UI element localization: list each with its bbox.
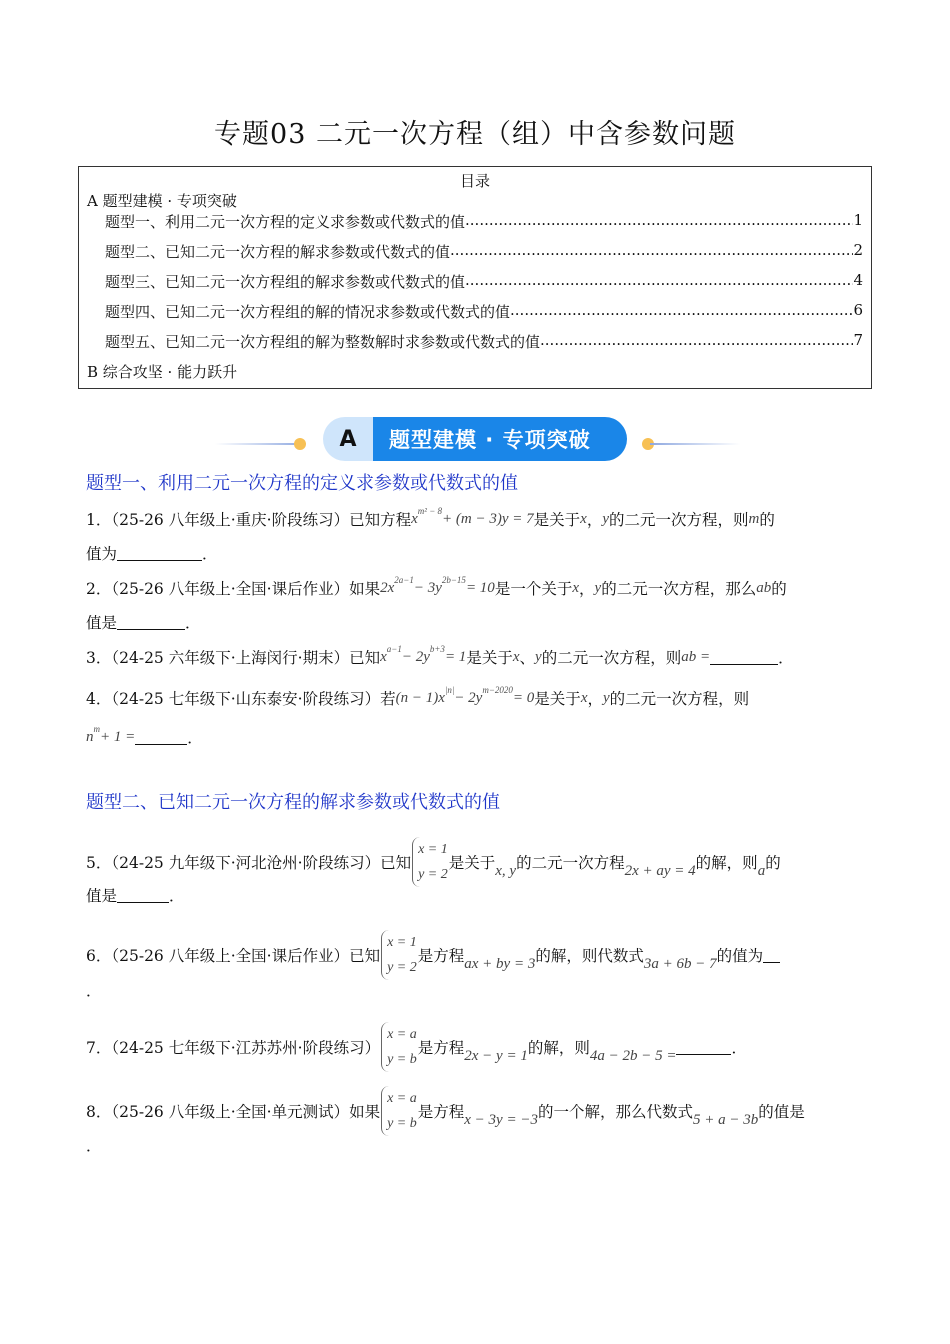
math: y (594, 579, 602, 596)
math: x (512, 648, 520, 665)
system-row: y = b (387, 1052, 417, 1067)
toc-leader (465, 211, 853, 232)
answer-blank (117, 888, 169, 903)
math: − 3y (413, 579, 442, 596)
system-row: x = a (387, 1027, 417, 1042)
question-line (86, 1134, 102, 1156)
text: 值为 (86, 545, 118, 563)
text: 是一个关于 (494, 580, 573, 598)
text: ． (86, 982, 102, 1000)
text: 的二元一次方程，那么 (601, 580, 757, 598)
question-line (86, 726, 203, 748)
banner-line-left (215, 443, 305, 445)
text: 的解，则 (695, 854, 758, 872)
text: 是方程 (417, 1103, 465, 1121)
toc-item[interactable] (105, 241, 863, 262)
answer-blank (117, 546, 202, 561)
banner-text: 题型建模 · 专项突破 (373, 417, 627, 461)
question-line (86, 646, 794, 668)
question-line (86, 508, 775, 530)
text: 的解，则 (527, 1039, 590, 1057)
toc-leader (510, 301, 853, 322)
text: 3．（24-25 六年级下·上海闵行·期末）已知 (86, 649, 381, 667)
question-line (86, 577, 787, 599)
text: 是关于 (466, 649, 513, 667)
text: 1．（25-26 八年级上·重庆·阶段练习）已知方程 (86, 511, 412, 529)
question-line (86, 687, 749, 709)
math: ab (756, 579, 772, 596)
section-banner (210, 416, 740, 462)
math: n (86, 728, 94, 745)
toc-item[interactable] (105, 331, 863, 352)
math-inline: x − 3y = −3 (464, 1111, 538, 1128)
answer-blank (135, 730, 187, 745)
equation-system (381, 930, 417, 980)
math-inline: x, y (495, 862, 517, 879)
toc-leader (465, 271, 853, 292)
toc-item-page: 4 (853, 271, 863, 289)
system-row: x = a (387, 1091, 417, 1106)
math: = 0 (512, 689, 535, 706)
text: ． (185, 614, 201, 632)
math: x (380, 648, 387, 665)
math: ab = (681, 648, 711, 665)
text: 6．（25-26 八年级上·全国·课后作业）已知 (86, 947, 381, 965)
equation-system (381, 1086, 417, 1136)
text: 是关于 (448, 854, 496, 872)
text: 是方程 (417, 947, 465, 965)
math-superscript: m (93, 724, 100, 734)
math-inline: 4a − 2b − 5 = (589, 1047, 677, 1064)
toc-item-label: 题型四、已知二元一次方程组的解的情况求参数或代数式的值 (105, 303, 511, 321)
text: 是方程 (417, 1039, 465, 1057)
text: 的二元一次方程 (516, 854, 625, 872)
text: 4．（24-25 七年级下·山东泰安·阶段练习）若 (86, 690, 396, 708)
text: 的二元一次方程，则 (609, 511, 749, 529)
question-line (86, 1086, 805, 1136)
toc-item[interactable] (105, 271, 863, 292)
math: x (572, 579, 579, 596)
math-inline: 3a + 6b − 7 (643, 955, 717, 972)
question-line (86, 542, 218, 564)
system-row: x = 1 (387, 935, 417, 950)
math: m (748, 510, 760, 527)
math: = 10 (465, 579, 495, 596)
toc-heading: 目录 (459, 172, 490, 190)
text: 7．（24-25 七年级下·江苏苏州·阶段练习） (86, 1039, 381, 1057)
math-superscript: m−2020 (482, 685, 513, 695)
question-line (86, 837, 781, 887)
toc-leader (540, 331, 853, 352)
toc-section-a[interactable]: A 题型建模 · 专项突破 (87, 192, 237, 210)
system-row: y = 2 (387, 960, 417, 975)
heading-type-2: 题型二、已知二元一次方程的解求参数或代数式的值 (86, 792, 500, 813)
math-superscript: 2a−1 (394, 575, 414, 585)
text: ， (586, 511, 603, 529)
math: = 1 (444, 648, 467, 665)
text: 、 (519, 649, 536, 667)
math-superscript: b+3 (429, 644, 445, 654)
question-line (86, 979, 102, 1001)
toc-item-page: 6 (853, 301, 863, 319)
toc-leader (450, 241, 853, 262)
math: 2x (380, 579, 395, 596)
text: 的二元一次方程，则 (609, 690, 750, 708)
text: 是关于 (533, 511, 581, 529)
heading-type-1: 题型一、利用二元一次方程的定义求参数或代数式的值 (86, 473, 518, 494)
toc-section-b[interactable]: B 综合攻坚 · 能力跃升 (87, 363, 238, 381)
text: 2．（25-26 八年级上·全国·课后作业）如果 (86, 580, 381, 598)
math: y (602, 510, 610, 527)
text: 的一个解，那么代数式 (537, 1103, 693, 1121)
toc-item-page: 7 (853, 331, 863, 349)
text: 的 (759, 511, 775, 529)
system-row: y = 2 (418, 867, 448, 882)
equation-system (412, 837, 448, 887)
math: − 2y (401, 648, 430, 665)
math: x (580, 510, 587, 527)
toc-item-label: 题型五、已知二元一次方程组的解为整数解时求参数或代数式的值 (105, 333, 541, 351)
math-superscript: 2b−15 (441, 575, 466, 585)
text: 的二元一次方程，则 (541, 649, 682, 667)
math-superscript: m² − 8 (417, 506, 443, 516)
text: ， (579, 580, 595, 598)
math-superscript: |n| (444, 685, 455, 695)
math: x (411, 510, 418, 527)
text: 的解，则代数式 (535, 947, 644, 965)
text: 的 (765, 854, 781, 872)
text: ． (86, 1137, 102, 1155)
text: 值是 (86, 887, 118, 905)
math: (n − 1)x (395, 689, 445, 706)
text: 8．（25-26 八年级上·全国·单元测试）如果 (86, 1103, 381, 1121)
answer-blank (763, 948, 780, 963)
banner-letter: A (323, 417, 373, 461)
answer-blank (117, 615, 185, 630)
text: ． (778, 649, 794, 667)
answer-blank (710, 650, 778, 665)
text: ． (731, 1039, 747, 1057)
math: y (603, 689, 610, 706)
math: − 2y (454, 689, 483, 706)
toc-item-label: 题型二、已知二元一次方程的解求参数或代数式的值 (105, 243, 451, 261)
toc-item-page: 1 (853, 211, 863, 229)
toc-item-label: 题型三、已知二元一次方程组的解求参数或代数式的值 (105, 273, 466, 291)
page-title: 专题03 二元一次方程（组）中含参数问题 (214, 119, 736, 150)
banner-line-right (650, 443, 740, 445)
text: ， (587, 690, 603, 708)
answer-blank (676, 1040, 731, 1055)
text: 的值为 (716, 947, 764, 965)
math-superscript: a−1 (386, 644, 402, 654)
question-line (86, 884, 185, 906)
text: 是关于 (534, 690, 581, 708)
toc-item[interactable] (105, 211, 863, 232)
math-inline: a (757, 862, 766, 879)
toc-item[interactable] (105, 301, 863, 322)
math: x (580, 689, 588, 706)
text: 值是 (86, 614, 118, 632)
text: 的值是 (758, 1103, 805, 1121)
system-row: x = 1 (418, 842, 448, 857)
math: + (m − 3)y = 7 (442, 510, 534, 527)
system-row: y = b (387, 1116, 417, 1131)
toc-item-label: 题型一、利用二元一次方程的定义求参数或代数式的值 (105, 213, 466, 231)
table-of-contents (78, 166, 872, 389)
text: ． (202, 545, 218, 563)
question-line (86, 930, 780, 980)
equation-system (381, 1022, 417, 1072)
text: ． (187, 729, 203, 747)
math-inline: 2x + ay = 4 (624, 862, 696, 879)
toc-item-page: 2 (853, 241, 863, 259)
text: ． (169, 887, 185, 905)
text: 5．（24-25 九年级下·河北沧州·阶段练习）已知 (86, 854, 412, 872)
math: y (535, 648, 542, 665)
question-line (86, 1022, 747, 1072)
math: + 1 = (100, 728, 136, 745)
banner-dot-left (294, 438, 306, 450)
question-line (86, 611, 201, 633)
text: 的 (771, 580, 787, 598)
math-inline: 5 + a − 3b (692, 1111, 759, 1128)
math-inline: ax + by = 3 (464, 955, 536, 972)
math-inline: 2x − y = 1 (464, 1047, 528, 1064)
